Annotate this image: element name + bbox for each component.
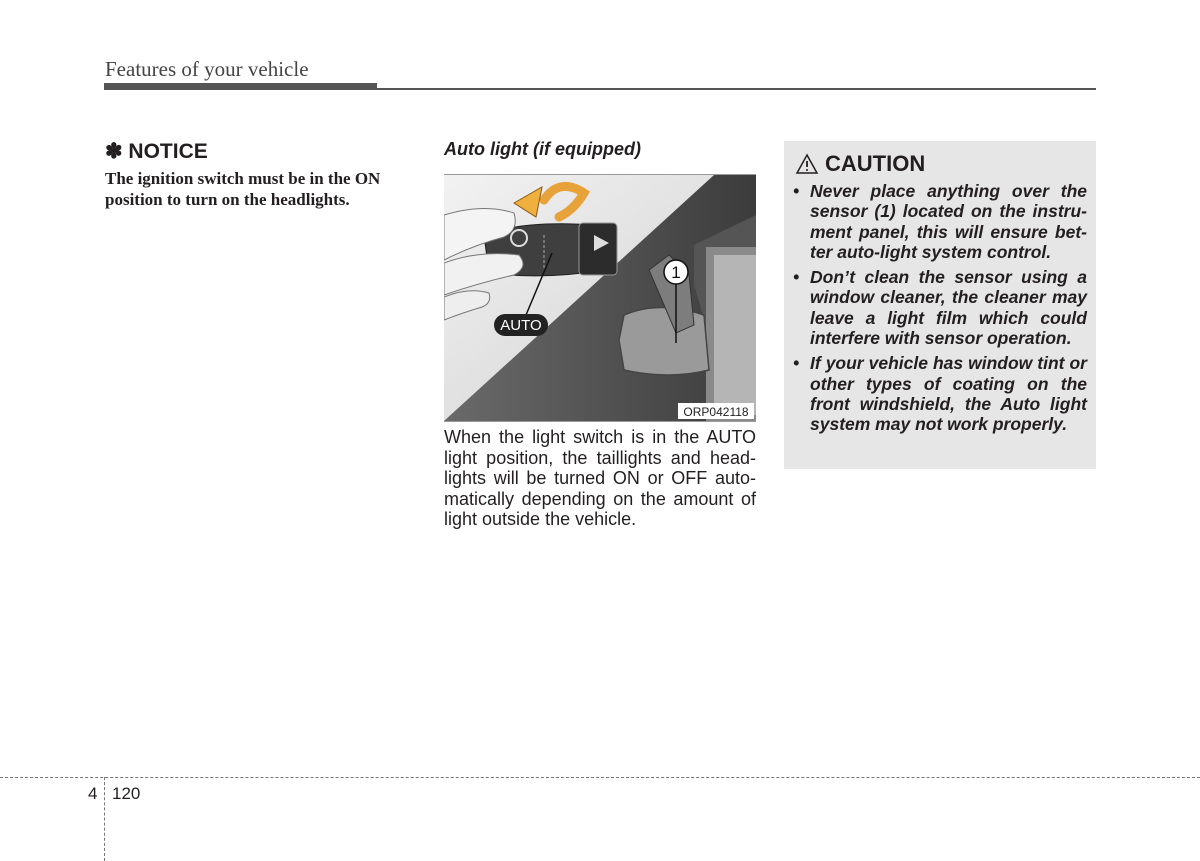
caution-title: CAUTION [825,151,926,176]
warning-triangle-icon [795,153,819,175]
caution-item: • Never place anything over the sensor (1) located on the instru-ment panel, this will ensure bet-ter auto-light system control. [793,181,1087,262]
caution-item: • Don’t clean the sensor using a window cleaner, the cleaner may leave a light film which could interfere with sensor operation. [793,267,1087,349]
header-rule [104,88,1096,90]
page-number: 120 [112,784,141,803]
caution-item-text: If your vehicle has window tint or other types of coating on the front windshield, the Auto light system may not work properly. [810,353,1087,435]
caution-item-text: Don’t clean the sensor using a window cleaner, the cleaner may leave a light film which could interfere with sensor operation. [810,267,1087,349]
caution-header [795,151,925,177]
section-heading: Auto light (if equipped) [444,139,641,159]
chapter-number: 4 [88,784,98,803]
notice-title: ✽ NOTICE [105,140,208,163]
caution-item-text: Never place anything over the sensor (1) located on the instru-ment panel, this will ensure bet-ter auto-light system control. [810,181,1087,262]
auto-callout-label: AUTO [500,317,542,334]
figure-code: ORP042118 [683,405,749,419]
caution-list [793,181,1087,440]
page-header-title: Features of your vehicle [105,57,309,81]
auto-light-illustration [444,174,756,422]
caution-item: • If your vehicle has window tint or other types of coating on the front windshield, the Auto light system may not work properly. [793,353,1087,435]
footer-vertical-divider [104,777,105,861]
auto-light-description: When the light switch is in the AUTO light position, the taillights and head-lights will be turned ON or OFF auto-matically depending on the amount of light outside the vehicle. [444,427,756,529]
sensor-callout-number: 1 [671,263,681,282]
notice-body: The ignition switch must be in the ON position to turn on the headlights. [105,169,381,209]
footer-divider [0,777,1200,778]
